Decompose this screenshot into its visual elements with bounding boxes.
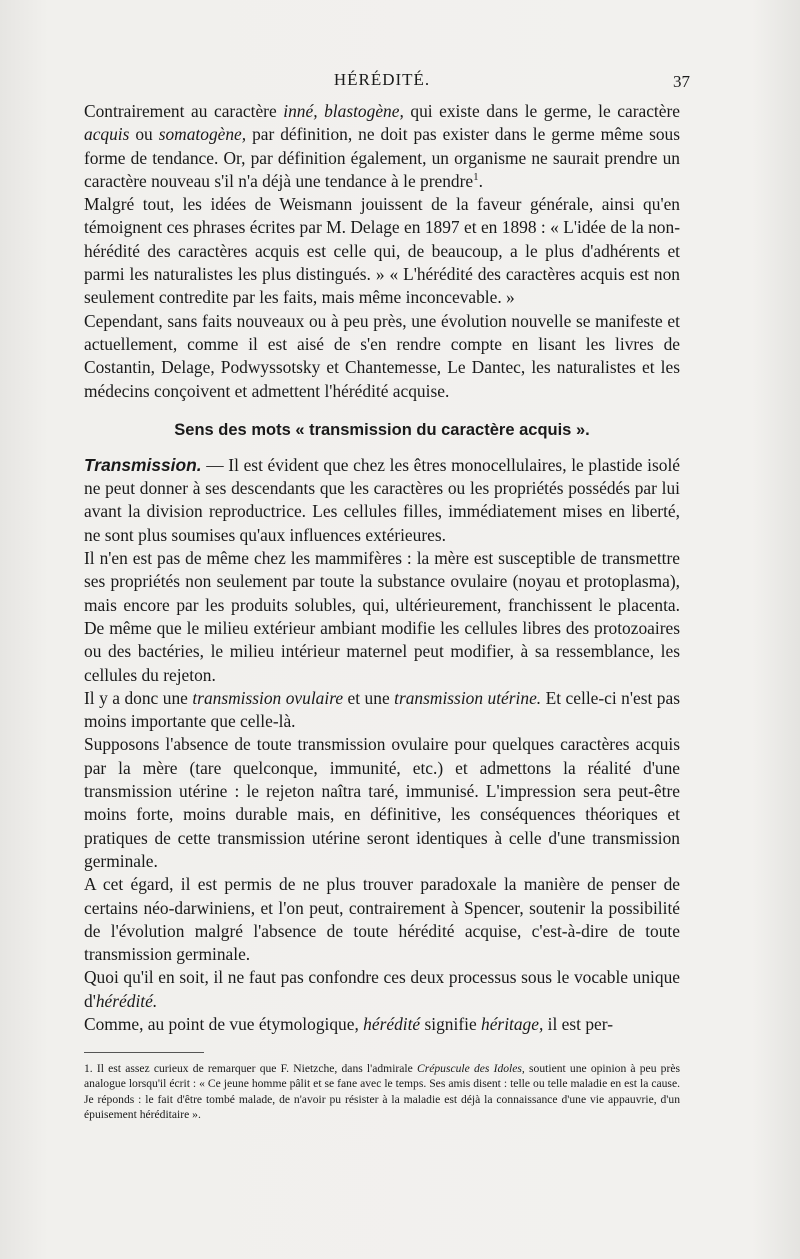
- page-content: [84, 70, 690, 1122]
- italic-text: acquis: [84, 124, 130, 145]
- italic-text: hérédité.: [95, 990, 158, 1011]
- footnote-reference: 1: [473, 171, 479, 184]
- text: Il y a donc une: [84, 687, 193, 708]
- section-heading: Sens des mots « transmission du caractère acquis ».: [174, 420, 590, 439]
- paragraph-7: Supposons l'absence de toute transmission ovulaire pour quelques caractères acquis par la mère (tare quelconque, immunité, etc.) et admettons la réalité d'une transmission utérine : le rejeton naîtra taré, immunisé. L'impression sera peut-être moins forte, moins durable mais, en définitive, les conséquences théoriques et pratiques de cette transmission utérine seront identiques à celle d'une transmission germinale.: [84, 734, 680, 871]
- italic-text: inné, blastogène,: [283, 101, 404, 121]
- footnote-divider: [84, 1052, 204, 1053]
- page-header: [84, 70, 690, 100]
- paragraph-5: Il n'en est pas de même chez les mammifères : la mère est susceptible de transmettre ses propriétés non seulement par toute la substance ovulaire (noyau et protoplasma), mais encore par les produits solubles, qui, ultérieurement, franchissent le placenta. De même que le milieu extérieur ambiant modifie les cellules libres des protozoaires ou des bactéries, le milieu intérieur maternel peut modifier, à sa ressemblance, les cellules du rejeton.: [84, 548, 680, 685]
- italic-text: transmission ovulaire: [192, 687, 344, 708]
- text: Et celle-ci n'est pas moins importante que celle-là.: [84, 687, 680, 732]
- text: qui existe dans le germe, le caractère: [403, 101, 680, 121]
- italic-text: héritage,: [481, 1013, 544, 1034]
- text: et une: [343, 687, 395, 708]
- text: — Il est évident que chez les êtres monocellulaires, le plastide isolé ne peut donner à ses descendants que les caractères ou les propriétés possédés par lui avant la division reproductrice. Les cellules filles, immédiatement mises en liberté, ne sont plus soumises qu'aux influences extérieures.: [84, 454, 680, 545]
- italic-text: somatogène,: [158, 124, 247, 145]
- paragraph-8: A cet égard, il est permis de ne plus trouver paradoxale la manière de penser de certains néo-darwiniens, et l'on peut, contrairement à Spencer, soutenir la possibilité de l'évolution malgré l'absence de toute hérédité acquise, c'est-à-dire de toute transmission germinale.: [84, 874, 680, 965]
- paragraph-10: [84, 1013, 680, 1036]
- italic-text: transmission utérine.: [394, 687, 542, 708]
- text: soutient une opinion à peu près analogue lorsqu'il écrit : « Ce jeune homme pâlit et se fane avec le temps. Ses amis disent : telle ou telle maladie en est la cause. Je réponds : le fait d'être tombé malade, de n'avoir pu résister à la maladie est déjà la connaissance d'une vie appauvrie, d'un épuisement héréditaire ».: [84, 1062, 680, 1121]
- italic-text: hérédité: [363, 1013, 421, 1034]
- paragraph-1: [84, 100, 680, 193]
- text: Quoi qu'il en soit, il ne faut pas confondre ces deux processus sous le vocable unique d': [84, 967, 680, 1011]
- paragraph-6: [84, 687, 680, 734]
- footnote: [84, 1061, 680, 1122]
- text: .: [478, 170, 483, 191]
- text: Il est assez curieux de remarquer que F. Nietzche, dans l'admirale: [92, 1062, 417, 1076]
- text: Contrairement au caractère: [84, 101, 284, 121]
- running-title: HÉRÉDITÉ.: [333, 70, 431, 89]
- paragraph-4: [84, 454, 680, 547]
- text: signifie: [420, 1013, 482, 1034]
- text: il est per-: [543, 1013, 614, 1034]
- paragraph-9: [84, 966, 680, 1013]
- page-number: 37: [673, 72, 690, 91]
- lead-word: Transmission.: [84, 454, 202, 475]
- text: ou: [129, 124, 159, 145]
- paragraph-3: Cependant, sans faits nouveaux ou à peu près, une évolution nouvelle se manifeste et actuellement, comme il est aisé de s'en rendre compte en lisant les livres de Costantin, Delage, Podwyssotsky et Chantemesse, Le Dantec, les naturalistes et les médecins conçoivent et admettent l'hérédité acquise.: [84, 310, 680, 401]
- footnote-number: 1.: [84, 1062, 93, 1076]
- text: par définition, ne doit pas exister dans le germe même sous forme de tendance. Or, par définition également, un organisme ne saurait prendre un caractère nouveau s'il n'a déjà une tendance à le prendre: [84, 124, 681, 191]
- italic-text: Crépuscule des Idoles,: [416, 1062, 525, 1076]
- paragraph-2: Malgré tout, les idées de Weismann jouissent de la faveur générale, ainsi qu'en témoignent ces phrases écrites par M. Delage en 1897 et en 1898 : « L'idée de la non-hérédité des caractères acquis est celle qui, de beaucoup, a le plus d'adhérents et parmi les naturalistes les plus distingués. » « L'hérédité des caractères acquis est non seulement contredite par les faits, mais même inconcevable. »: [84, 194, 680, 308]
- text: Comme, au point de vue étymologique,: [84, 1013, 364, 1034]
